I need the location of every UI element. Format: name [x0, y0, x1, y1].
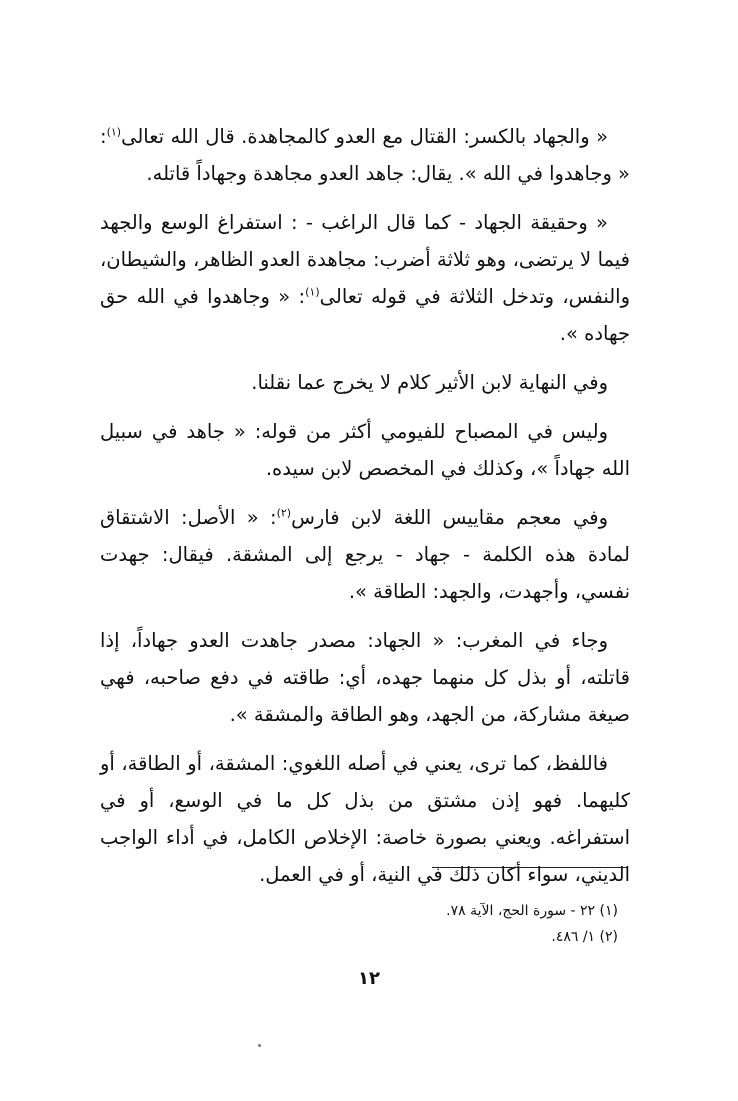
paragraph-2-text-b: : « وجاهدوا في الله حق جهاده ».	[100, 285, 630, 345]
paragraph-2	[100, 204, 630, 352]
footnote-separator	[432, 867, 628, 868]
paragraph-3	[100, 364, 630, 401]
paragraph-3-text: وفي النهاية لابن الأثير كلام لا يخرج عما نقلنا.	[251, 371, 608, 394]
paragraph-7	[100, 745, 630, 893]
footnote-ref-1: (١)	[106, 125, 122, 139]
footnote-1: (١) ٢٢ - سورة الحج، الآية ٧٨.	[446, 903, 618, 919]
paragraph-1-text-b: : « وجاهدوا في الله ». يقال: جاهد العدو مجاهدة وجهاداً قاتله.	[100, 125, 630, 185]
paragraph-6	[100, 622, 630, 733]
footnotes	[300, 898, 618, 950]
paragraph-5	[100, 499, 630, 610]
paragraph-5-text-a: وفي معجم مقاييس اللغة لابن فارس	[291, 506, 608, 529]
paragraph-1	[100, 118, 630, 192]
footnote-2: (٢) ١/ ٤٨٦.	[551, 929, 618, 945]
paragraph-5-text-b: : « الأصل: الاشتقاق لمادة هذه الكلمة - جهاد - يرجع إلى المشقة. فيقال: جهدت نفسي، وأجهدت، والجهد: الطاقة ».	[100, 506, 630, 603]
page-number: ١٢	[358, 968, 380, 989]
main-text	[100, 118, 630, 905]
paragraph-1-text-a: « والجهاد بالكسر: القتال مع العدو كالمجاهدة. قال الله تعالى	[121, 125, 608, 148]
paragraph-6-text: وجاء في المغرب: « الجهاد: مصدر جاهدت العدو جهاداً، إذا قاتلته، أو بذل كل منهما جهده، أي: طاقته في دفع صاحبه، فهي صيغة مشاركة، من الجهد، وهو الطاقة والمشقة ».	[100, 629, 630, 726]
paragraph-4	[100, 413, 630, 487]
footnote-ref-3: (٢)	[276, 506, 292, 520]
paragraph-7-text: فاللفظ، كما ترى، يعني في أصله اللغوي: المشقة، أو الطاقة، أو كليهما. فهو إذن مشتق من بذل كل ما في الوسع، أو في استفراغه. ويعني بصورة خاصة: الإخلاص الكامل، في أداء الواجب الديني، سواء أكان ذلك في النية، أو في العمل.	[100, 752, 630, 886]
paragraph-4-text: وليس في المصباح للفيومي أكثر من قوله: « جاهد في سبيل الله جهاداً »، وكذلك في المخصص لابن سيده.	[100, 420, 630, 480]
stray-mark	[258, 1044, 261, 1047]
footnote-ref-2: (١)	[305, 285, 320, 299]
paragraph-2-text-a: « وحقيقة الجهاد - كما قال الراغب - : استفراغ الوسع والجهد فيما لا يرتضى، وهو ثلاثة أضرب: مجاهدة العدو الظاهر، والشيطان، والنفس، وتدخل الثلاثة في قوله تعالى	[100, 211, 631, 308]
